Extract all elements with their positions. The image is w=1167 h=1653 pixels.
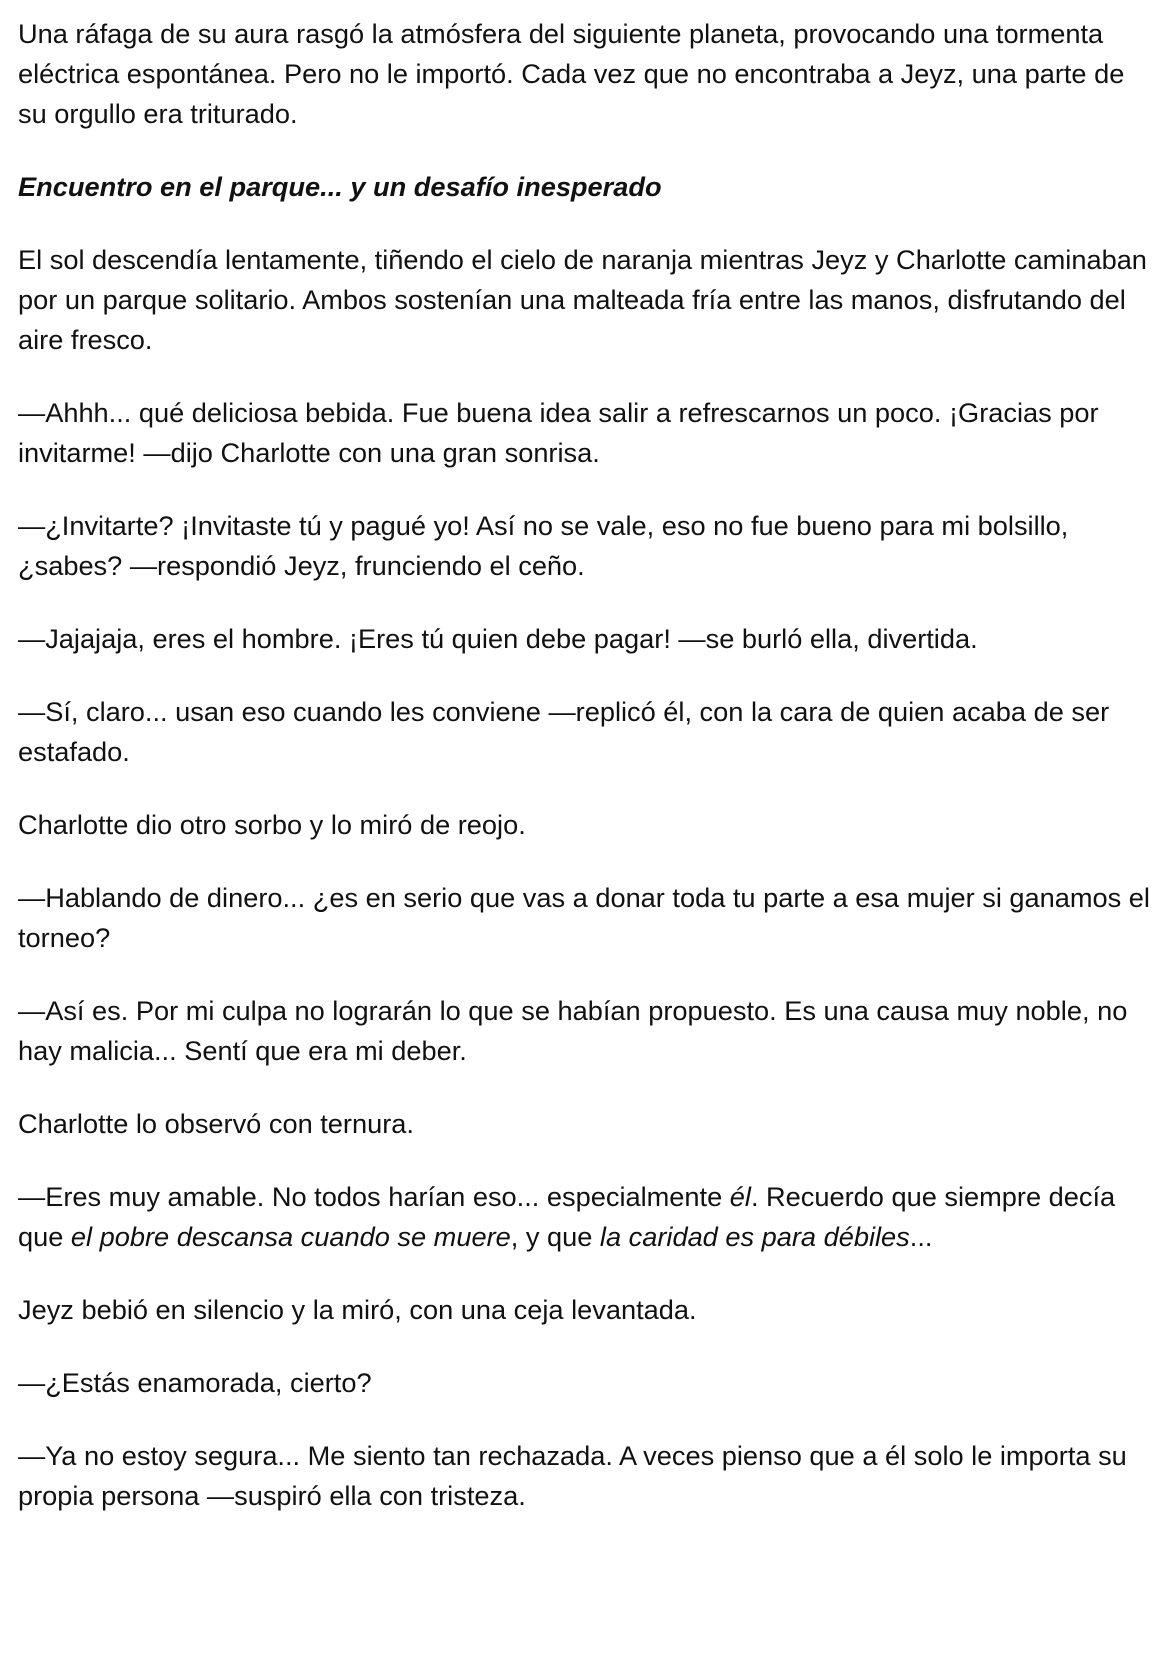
paragraph-1: Una ráfaga de su aura rasgó la atmósfera del siguiente planeta, provocando una tormenta eléctrica espontánea. Pero no le importó. Cada vez que no encontraba a Jeyz, una parte de su orgullo era triturado. [18, 18, 1125, 129]
paragraph-12: Jeyz bebió en silencio y la miró, con una ceja levantada. [18, 1294, 697, 1325]
paragraph-9: —Así es. Por mi culpa no lograrán lo que se habían propuesto. Es una causa muy noble, no hay malicia... Sentí que era mi deber. [18, 995, 1128, 1066]
paragraph-7: Charlotte dio otro sorbo y lo miró de reojo. [18, 809, 526, 840]
document-page [18, 14, 1158, 1516]
paragraph-11-emphasis-3: la caridad es para débiles [599, 1221, 910, 1252]
paragraph-8: —Hablando de dinero... ¿es en serio que vas a donar toda tu parte a esa mujer si ganamos el torneo? [18, 882, 1150, 953]
paragraph-11-text-3: , y que [510, 1221, 600, 1252]
paragraph-6: —Sí, claro... usan eso cuando les conviene —replicó él, con la cara de quien acaba de ser estafado. [18, 696, 1110, 767]
paragraph-11-text-4: ... [909, 1221, 933, 1252]
paragraph-14: —Ya no estoy segura... Me siento tan rechazada. A veces pienso que a él solo le importa su propia persona —suspiró ella con tristeza. [18, 1440, 1127, 1511]
paragraph-11-text-2: . Recuerdo que siempre decía que [18, 1181, 1116, 1252]
paragraph-11-text-1: —Eres muy amable. No todos harían eso... especialmente [18, 1181, 730, 1212]
paragraph-11 [18, 1177, 1158, 1257]
paragraph-11-emphasis-1: él [729, 1181, 751, 1212]
paragraph-13: —¿Estás enamorada, cierto? [18, 1367, 372, 1398]
section-heading: Encuentro en el parque... y un desafío inesperado [18, 171, 662, 202]
paragraph-5: —Jajajaja, eres el hombre. ¡Eres tú quien debe pagar! —se burló ella, divertida. [18, 623, 978, 654]
paragraph-11-emphasis-2: el pobre descansa cuando se muere [70, 1221, 511, 1252]
paragraph-2: El sol descendía lentamente, tiñendo el cielo de naranja mientras Jeyz y Charlotte caminaban por un parque solitario. Ambos sostenían una malteada fría entre las manos, disfrutando del aire fresco. [18, 244, 1147, 355]
paragraph-10: Charlotte lo observó con ternura. [18, 1108, 414, 1139]
paragraph-4: —¿Invitarte? ¡Invitaste tú y pagué yo! Así no se vale, eso no fue bueno para mi bolsillo, ¿sabes? —respondió Jeyz, frunciendo el ceño. [18, 510, 1069, 581]
paragraph-3: —Ahhh... qué deliciosa bebida. Fue buena idea salir a refrescarnos un poco. ¡Gracias por invitarme! —dijo Charlotte con una gran sonrisa. [18, 397, 1099, 468]
